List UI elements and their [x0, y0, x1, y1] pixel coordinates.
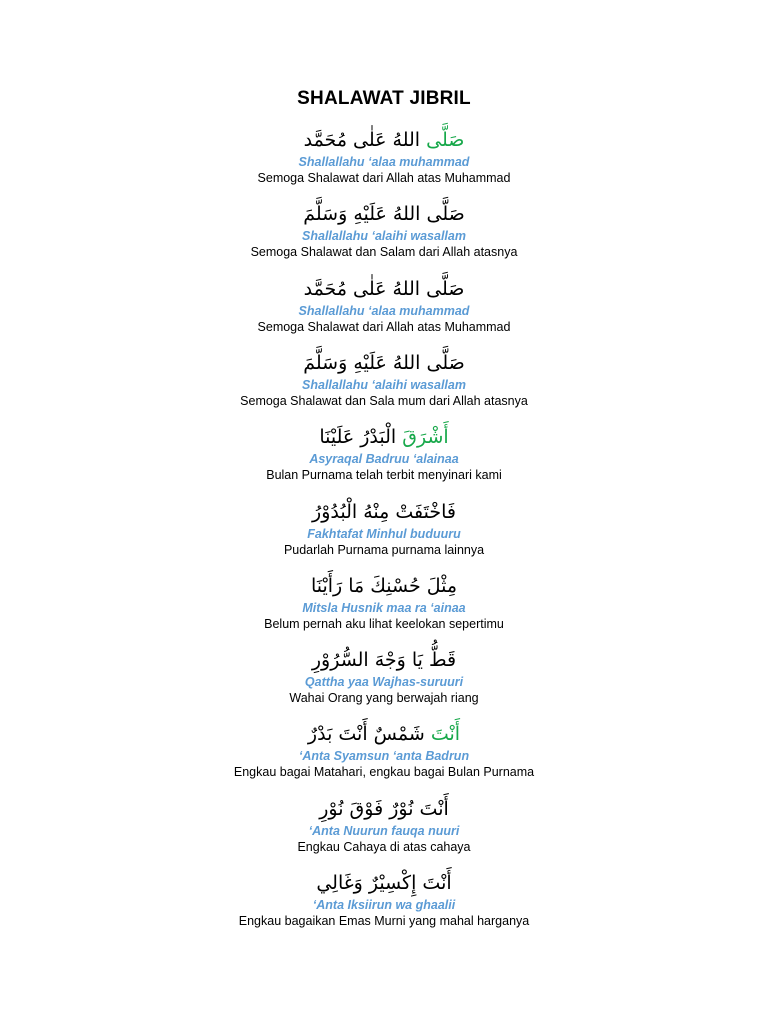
verse-translation: Engkau bagai Matahari, engkau bagai Bulan Purnama	[233, 765, 535, 779]
verse-arabic-highlight: أَنْتَ	[430, 723, 461, 745]
verse-translation: Wahai Orang yang berwajah riang	[289, 691, 479, 705]
verse-translation: Pudarlah Purnama purnama lainnya	[283, 543, 485, 557]
verse-translation: Semoga Shalawat dari Allah atas Muhammad	[257, 171, 511, 185]
verse-arabic-text: أَنْتَ إِكْسِيْرٌ وَغَالِي	[316, 872, 452, 894]
verse-translation: Engkau Cahaya di atas cahaya	[297, 840, 471, 854]
verse-arabic-text: أَنْتَ نُوْرٌ فَوْقَ نُوْرِ	[319, 798, 449, 820]
verse-transliteration: ‘Anta Iksiirun wa ghaalii	[312, 898, 456, 912]
verse-arabic-highlight: صَلَّى	[426, 129, 465, 151]
verse-translation: Belum pernah aku lihat keelokan sepertimu	[264, 617, 504, 631]
verse-arabic	[0, 572, 768, 600]
verse-arabic-text: صَلَّى اللهُ عَلٰى مُحَمَّد	[303, 278, 465, 300]
verse-transliteration: Fakhtafat Minhul buduuru	[307, 527, 461, 541]
verse-block	[0, 646, 768, 707]
verse-translation: Engkau bagaikan Emas Murni yang mahal harganya	[238, 914, 530, 928]
verse-arabic	[0, 423, 768, 451]
verse-arabic	[0, 498, 768, 526]
verse-arabic	[0, 720, 768, 748]
verse-transliteration: Mitsla Husnik maa ra ‘ainaa	[302, 601, 466, 615]
verse-transliteration: ‘Anta Syamsun ‘anta Badrun	[298, 749, 470, 763]
verse-arabic-text: صَلَّى اللهُ عَلَيْهِ وَسَلَّمَ	[303, 203, 465, 225]
verse-transliteration: Shallallahu ‘alaihi wasallam	[302, 229, 466, 243]
verse-translation: Semoga Shalawat dari Allah atas Muhammad	[257, 320, 511, 334]
verse-arabic	[0, 126, 768, 154]
verse-block	[0, 126, 768, 187]
verse-block	[0, 498, 768, 559]
verse-block	[0, 869, 768, 930]
verse-arabic	[0, 795, 768, 823]
verse-transliteration: ‘Anta Nuurun fauqa nuuri	[308, 824, 460, 838]
page-title: SHALAWAT JIBRIL	[297, 88, 471, 109]
verse-block	[0, 349, 768, 410]
verse-arabic	[0, 646, 768, 674]
verse-arabic	[0, 869, 768, 897]
verse-arabic-text: مِثْلَ حُسْنِكَ مَا رَأَيْنَا	[310, 575, 458, 597]
verse-block	[0, 200, 768, 261]
verse-arabic-text: صَلَّى اللهُ عَلَيْهِ وَسَلَّمَ	[303, 352, 465, 374]
verse-transliteration: Qattha yaa Wajhas-suruuri	[304, 675, 464, 689]
verse-block	[0, 572, 768, 633]
verse-translation: Bulan Purnama telah terbit menyinari kami	[266, 468, 502, 482]
verse-arabic	[0, 200, 768, 228]
verse-arabic-text: اللهُ عَلٰى مُحَمَّد	[303, 129, 427, 151]
verse-transliteration: Shallallahu ‘alaihi wasallam	[302, 378, 466, 392]
verse-arabic-highlight: أَشْرَقَ	[402, 426, 449, 448]
verse-arabic	[0, 275, 768, 303]
verse-arabic-text: فَاخْتَفَتْ مِنْهُ الْبُدُوْرُ	[312, 501, 456, 523]
verse-transliteration: Asyraqal Badruu ‘alainaa	[309, 452, 459, 466]
verse-transliteration: Shallallahu ‘alaa muhammad	[298, 304, 470, 318]
verse-arabic-text: الْبَدْرُ عَلَيْنَا	[319, 426, 403, 448]
verse-arabic-text: قَطُّ يَا وَجْهَ السُّرُوْرِ	[311, 649, 457, 671]
verse-block	[0, 795, 768, 856]
verse-translation: Semoga Shalawat dan Salam dari Allah atasnya	[250, 245, 518, 259]
verse-translation: Semoga Shalawat dan Sala mum dari Allah atasnya	[240, 394, 528, 408]
verse-arabic	[0, 349, 768, 377]
verse-arabic-text: شَمْسٌ أَنْتَ بَدْرٌ	[307, 723, 431, 745]
verse-block	[0, 423, 768, 484]
verse-block	[0, 275, 768, 336]
verse-block	[0, 720, 768, 781]
verse-transliteration: Shallallahu ‘alaa muhammad	[298, 155, 470, 169]
